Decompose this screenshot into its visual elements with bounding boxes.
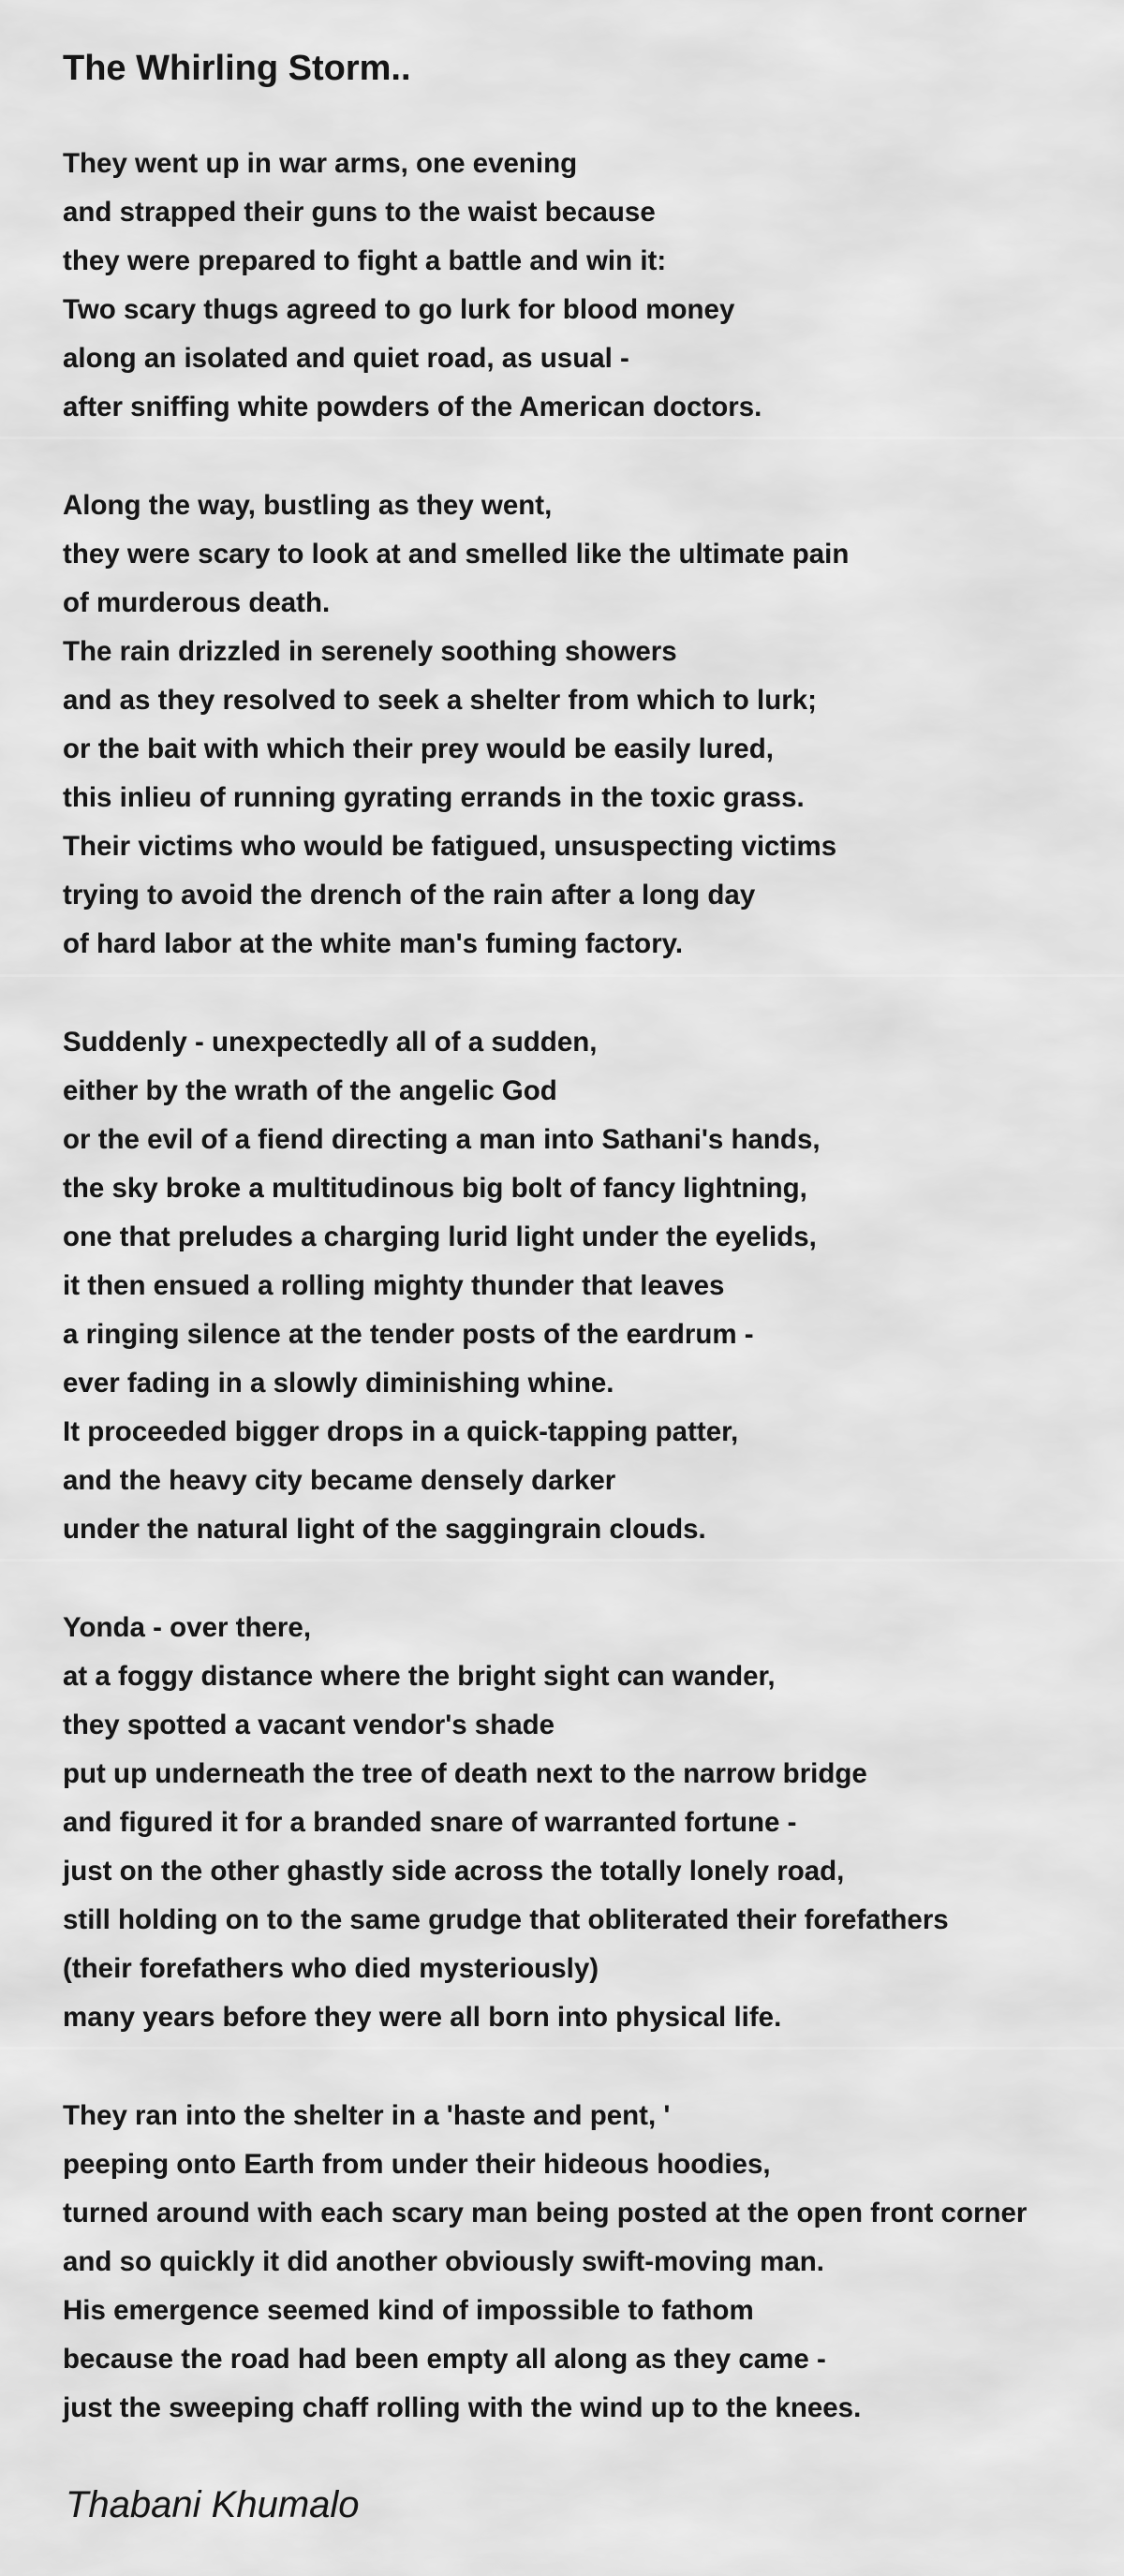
- stanza: [63, 481, 849, 969]
- poem-line: still holding on to the same grudge that obliterated their forefathers: [63, 1904, 949, 1935]
- poem-line: and strapped their guns to the waist because: [63, 197, 656, 228]
- poem-line: because the road had been empty all along as they came -: [63, 2344, 826, 2375]
- poem-line: at a foggy distance where the bright sight can wander,: [63, 1661, 776, 1692]
- poem-line: They ran into the shelter in a 'haste and pent, ': [63, 2100, 671, 2131]
- poem-line: after sniffing white powders of the American doctors.: [63, 392, 762, 422]
- poem-line: of hard labor at the white man's fuming factory.: [63, 928, 684, 959]
- poem-line: It proceeded bigger drops in a quick-tapping patter,: [63, 1416, 739, 1447]
- poem-line: many years before they were all born into physical life.: [63, 2002, 782, 2033]
- poem-line: (their forefathers who died mysteriously): [63, 1953, 599, 1984]
- poem-line: Along the way, bustling as they went,: [63, 490, 553, 521]
- poem-line: it then ensued a rolling mighty thunder that leaves: [63, 1270, 725, 1301]
- author-name: Thabani Khumalo: [66, 2484, 360, 2525]
- poem-line: and the heavy city became densely darker: [63, 1465, 616, 1496]
- poem-line: just on the other ghastly side across the totally lonely road,: [63, 1856, 845, 1887]
- poem-line: or the bait with which their prey would be easily lured,: [63, 733, 774, 764]
- poem-line: peeping onto Earth from under their hideous hoodies,: [63, 2149, 771, 2180]
- poem-line: and as they resolved to seek a shelter from which to lurk;: [63, 685, 817, 716]
- stanza: [63, 140, 762, 432]
- poem-line: Their victims who would be fatigued, unsuspecting victims: [63, 831, 837, 862]
- poem-line: and figured it for a branded snare of warranted fortune -: [63, 1807, 797, 1838]
- poem-line: they spotted a vacant vendor's shade: [63, 1710, 555, 1740]
- poem-line: the sky broke a multitudinous big bolt of fancy lightning,: [63, 1173, 807, 1204]
- stanza: [63, 2092, 1027, 2433]
- poem-line: Two scary thugs agreed to go lurk for blood money: [63, 294, 735, 325]
- poem-line: or the evil of a fiend directing a man into Sathani's hands,: [63, 1124, 821, 1155]
- poem-line: His emergence seemed kind of impossible to fathom: [63, 2295, 754, 2326]
- poem-title: The Whirling Storm..: [63, 49, 411, 88]
- poem-line: They went up in war arms, one evening: [63, 148, 578, 179]
- poem-line: either by the wrath of the angelic God: [63, 1075, 557, 1106]
- poem-line: under the natural light of the saggingrain clouds.: [63, 1514, 706, 1545]
- poem-line: The rain drizzled in serenely soothing showers: [63, 636, 677, 667]
- poem-line: put up underneath the tree of death next to the narrow bridge: [63, 1758, 867, 1789]
- poem-line: Yonda - over there,: [63, 1612, 312, 1643]
- poem-line: one that preludes a charging lurid light under the eyelids,: [63, 1221, 817, 1252]
- poem-line: along an isolated and quiet road, as usual -: [63, 343, 629, 374]
- poem-line: they were prepared to fight a battle and win it:: [63, 245, 667, 276]
- poem-line: they were scary to look at and smelled like the ultimate pain: [63, 539, 850, 570]
- poem-line: just the sweeping chaff rolling with the wind up to the knees.: [63, 2392, 862, 2423]
- poem-line: of murderous death.: [63, 587, 331, 618]
- poem-line: ever fading in a slowly diminishing whine.: [63, 1368, 614, 1399]
- stanza: [63, 1018, 821, 1554]
- poem-line: a ringing silence at the tender posts of the eardrum -: [63, 1319, 754, 1350]
- poem: [63, 0, 1124, 2576]
- poem-line: trying to avoid the drench of the rain after a long day: [63, 880, 756, 910]
- poem-line: Suddenly - unexpectedly all of a sudden,: [63, 1027, 598, 1058]
- stanza: [63, 1604, 949, 2042]
- poem-line: this inlieu of running gyrating errands in the toxic grass.: [63, 782, 805, 813]
- poem-line: and so quickly it did another obviously swift-moving man.: [63, 2246, 824, 2277]
- poem-line: turned around with each scary man being posted at the open front corner: [63, 2198, 1028, 2228]
